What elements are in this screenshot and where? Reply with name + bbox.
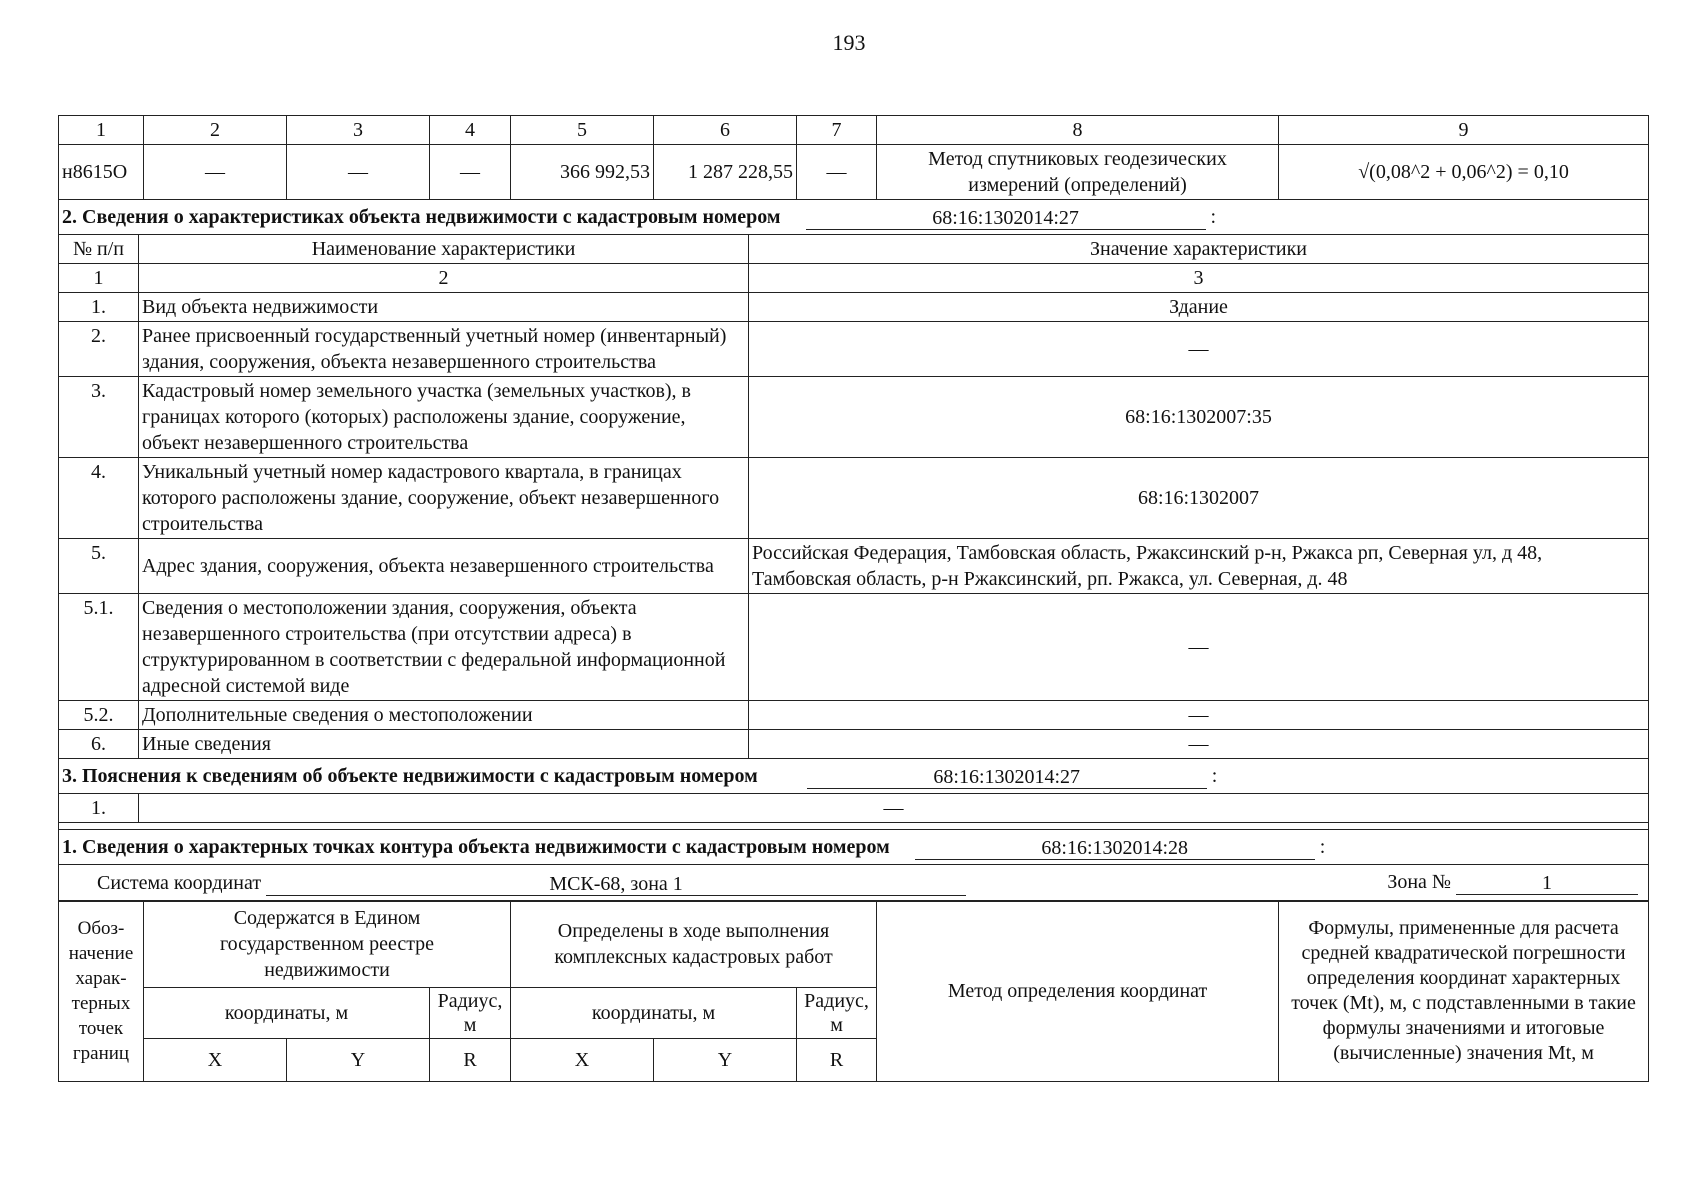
points-header-table: [58, 900, 1649, 1082]
header-x: X: [144, 1039, 287, 1082]
row-name: Адрес здания, сооружения, объекта незавершенного строительства: [139, 538, 749, 593]
empty-cell: —: [287, 145, 430, 200]
col-number: 7: [797, 116, 877, 145]
row-value: —: [749, 321, 1649, 376]
section-1-title: 1. Сведения о характерных точках контура объекта недвижимости с кадастровым номером: [62, 835, 890, 858]
section-1-cadnum: 68:16:1302014:28: [915, 837, 1315, 860]
col-number: 9: [1279, 116, 1649, 145]
section-1-header: [59, 829, 1649, 864]
coordinate-system-row: [59, 864, 1649, 901]
empty-cell: —: [430, 145, 511, 200]
header-coordinates: координаты, м: [144, 988, 430, 1039]
header-radius: Радиус, м: [797, 988, 877, 1039]
row-number: 3.: [59, 376, 139, 457]
row-value: 68:16:1302007:35: [749, 376, 1649, 457]
coord-x: 366 992,53: [511, 145, 654, 200]
section-divider: [59, 822, 1649, 829]
row-number: 2.: [59, 321, 139, 376]
table-row: [59, 145, 1649, 200]
formula-cell: √(0,08^2 + 0,06^2) = 0,10: [1279, 145, 1649, 200]
page-number: 193: [832, 30, 866, 55]
header-formula: Формулы, примененные для расчета средней квадратической погрешности определения координат характерных точек (Mt), м, с подставленными в такие формулы значениями и итоговые (вычисленные) значения Mt, м: [1279, 901, 1649, 1082]
table-row: [59, 457, 1649, 538]
table-row: [59, 700, 1649, 729]
header-row: [59, 234, 1649, 263]
method-cell: Метод спутниковых геодезических измерений (определений): [877, 145, 1279, 200]
header-y: Y: [654, 1039, 797, 1082]
col-number: 6: [654, 116, 797, 145]
col-number: 1: [59, 263, 139, 292]
header-kkr: Определены в ходе выполнения комплексных кадастровых работ: [511, 901, 877, 988]
coordinate-system-label: Система координат: [97, 871, 262, 894]
col-number: 3: [749, 263, 1649, 292]
column-numbers-row: [59, 116, 1649, 145]
row-number: 4.: [59, 457, 139, 538]
col-number: 5: [511, 116, 654, 145]
section-3-header: [59, 758, 1649, 793]
header-y: Y: [287, 1039, 430, 1082]
col-number: 8: [877, 116, 1279, 145]
colon: :: [1319, 835, 1326, 858]
row-value: Здание: [749, 292, 1649, 321]
row-name: Сведения о местоположении здания, сооружения, объекта незавершенного строительства (при отсутствии адреса) в структурированном в соответствии с федеральной информационной адресной системой виде: [139, 593, 749, 700]
col-number: 1: [59, 116, 144, 145]
row-value: 68:16:1302007: [749, 457, 1649, 538]
header-r: R: [430, 1039, 511, 1082]
section-2-header: [59, 199, 1649, 234]
row-value: Российская Федерация, Тамбовская область, Ржаксинский р-н, Ржакса рп, Северная ул, д 48, Тамбовская область, р-н Ржаксинский, рп. Ржакса, ул. Северная, д. 48: [749, 538, 1649, 593]
colon: :: [1210, 205, 1217, 228]
header-x: X: [511, 1039, 654, 1082]
coordinate-system-value: МСК-68, зона 1: [266, 873, 966, 896]
empty-cell: —: [797, 145, 877, 200]
header-r: R: [797, 1039, 877, 1082]
header-number: № п/п: [59, 234, 139, 263]
header-value: Значение характеристики: [749, 234, 1649, 263]
header-method: Метод определения координат: [877, 901, 1279, 1082]
row-number: 1.: [59, 793, 139, 822]
table-row: [59, 593, 1649, 700]
row-value: —: [749, 593, 1649, 700]
col-number: 4: [430, 116, 511, 145]
row-name: Вид объекта недвижимости: [139, 292, 749, 321]
zone-value: 1: [1456, 872, 1638, 895]
table-row: [59, 538, 1649, 593]
zone-label: Зона №: [1387, 870, 1452, 893]
row-number: 6.: [59, 729, 139, 758]
point-designation: н8615О: [59, 145, 144, 200]
row-name: Уникальный учетный номер кадастрового квартала, в границах которого расположены здание, сооружение, объект незавершенного строительства: [139, 457, 749, 538]
row-value: —: [749, 700, 1649, 729]
section-3-cadnum: 68:16:1302014:27: [807, 766, 1207, 789]
col-number: 2: [144, 116, 287, 145]
header-name: Наименование характеристики: [139, 234, 749, 263]
row-number: 5.1.: [59, 593, 139, 700]
row-name: Ранее присвоенный государственный учетный номер (инвентарный) здания, сооружения, объекта незавершенного строительства: [139, 321, 749, 376]
section-3-row: [59, 793, 1649, 822]
row-name: Дополнительные сведения о местоположении: [139, 700, 749, 729]
row-name: Кадастровый номер земельного участка (земельных участков), в границах которого (которых) расположены здание, сооружение, объект незавершенного строительства: [139, 376, 749, 457]
table-row: [59, 292, 1649, 321]
row-value: —: [749, 729, 1649, 758]
col-number: 2: [139, 263, 749, 292]
row-name: Иные сведения: [139, 729, 749, 758]
header-coordinates: координаты, м: [511, 988, 797, 1039]
table-row: [59, 729, 1649, 758]
section-2-cadnum: 68:16:1302014:27: [806, 207, 1206, 230]
row-number: 5.2.: [59, 700, 139, 729]
document-body: [58, 115, 1648, 1082]
section-2-title: 2. Сведения о характеристиках объекта недвижимости с кадастровым номером: [62, 205, 781, 228]
row-number: 1.: [59, 292, 139, 321]
characteristics-table: [58, 199, 1649, 902]
section-3-title: 3. Пояснения к сведениям об объекте недвижимости с кадастровым номером: [62, 764, 758, 787]
colon: :: [1211, 764, 1218, 787]
header-radius: Радиус, м: [430, 988, 511, 1039]
header-egrn: Содержатся в Едином государственном реестре недвижимости: [144, 901, 511, 988]
table-row: [59, 376, 1649, 457]
coord-y: 1 287 228,55: [654, 145, 797, 200]
row-value: —: [139, 793, 1649, 822]
table-row: [59, 321, 1649, 376]
column-numbers-row: [59, 263, 1649, 292]
header-point-designation: Обоз-начение харак-терных точек границ: [59, 901, 144, 1082]
col-number: 3: [287, 116, 430, 145]
empty-cell: —: [144, 145, 287, 200]
points-table-continued: [58, 115, 1649, 200]
row-number: 5.: [59, 538, 139, 593]
